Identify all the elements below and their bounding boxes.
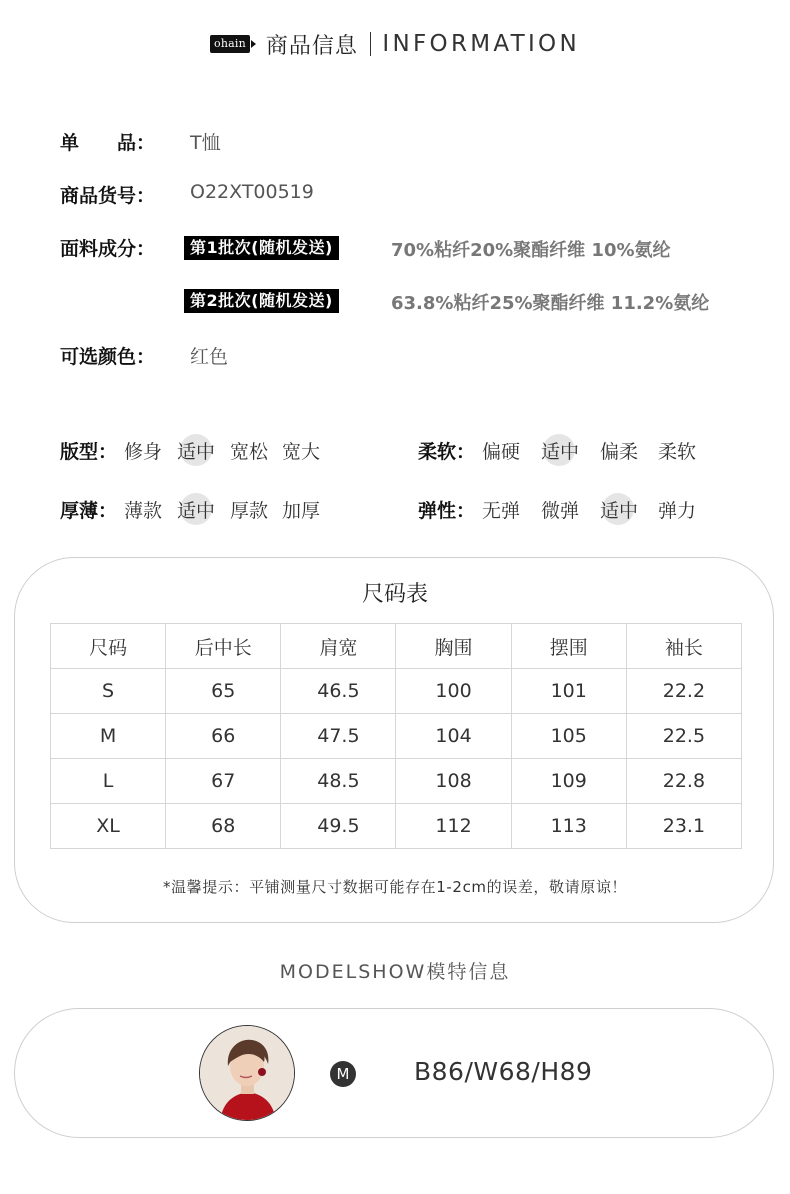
- batch-2-badge: 第2批次(随机发送): [184, 289, 339, 313]
- fit-option: 修身: [124, 441, 163, 463]
- table-cell: 49.5: [281, 804, 396, 849]
- table-row: [51, 759, 742, 804]
- softness-option: 偏柔: [600, 441, 639, 463]
- measurement-tip: *温馨提示：平铺测量尺寸数据可能存在1-2cm的误差，敬请原谅！: [162, 878, 628, 896]
- softness-option: 柔软: [658, 441, 697, 463]
- color-value: 红色: [190, 346, 229, 368]
- size-table-header-row: [51, 624, 742, 669]
- sku-value: O22XT00519: [190, 181, 314, 203]
- header-title-en: INFORMATION: [382, 31, 580, 57]
- table-cell: 108: [396, 759, 511, 804]
- model-card: [14, 1008, 774, 1138]
- table-cell: 104: [396, 714, 511, 759]
- size-table-header: 后中长: [166, 624, 281, 669]
- model-size-badge: M: [330, 1061, 356, 1087]
- elasticity-option: 弹力: [658, 500, 697, 522]
- table-cell: 100: [396, 669, 511, 714]
- size-table-header: 肩宽: [281, 624, 396, 669]
- logo-arrow-icon: [251, 40, 256, 48]
- product-label: 单 品：: [60, 132, 156, 154]
- brand-logo: [210, 35, 256, 53]
- table-cell: 22.5: [626, 714, 741, 759]
- fit-option: 宽大: [282, 441, 321, 463]
- model-section-title: MODELSHOW模特信息: [279, 961, 511, 983]
- thickness-option-selected: 适中: [177, 500, 216, 522]
- table-cell: 65: [166, 669, 281, 714]
- softness-option-selected: 适中: [541, 441, 580, 463]
- fit-option: 宽松: [230, 441, 269, 463]
- thickness-label: 厚薄：: [60, 500, 118, 522]
- table-cell: 68: [166, 804, 281, 849]
- size-table-header: 摆围: [511, 624, 626, 669]
- table-cell: 109: [511, 759, 626, 804]
- fit-option-selected: 适中: [177, 441, 216, 463]
- size-table-header: 袖长: [626, 624, 741, 669]
- table-row: [51, 804, 742, 849]
- table-cell: 112: [396, 804, 511, 849]
- size-table-header: 尺码: [51, 624, 166, 669]
- table-cell: 101: [511, 669, 626, 714]
- table-cell: L: [51, 759, 166, 804]
- table-cell: S: [51, 669, 166, 714]
- table-cell: 46.5: [281, 669, 396, 714]
- model-avatar: [199, 1025, 295, 1121]
- header-title-cn: 商品信息: [265, 33, 358, 59]
- thickness-option: 薄款: [124, 500, 163, 522]
- table-cell: 105: [511, 714, 626, 759]
- product-value: T恤: [190, 132, 221, 154]
- table-row: [51, 669, 742, 714]
- page-header: [0, 28, 790, 60]
- softness-option: 偏硬: [482, 441, 521, 463]
- batch-2-composition: 63.8%粘纤25%聚酯纤维 11.2%氨纶: [391, 293, 710, 314]
- thickness-option: 加厚: [282, 500, 321, 522]
- table-cell: 67: [166, 759, 281, 804]
- elasticity-option: 微弹: [541, 500, 580, 522]
- model-photo-icon: [200, 1026, 295, 1121]
- table-row: [51, 714, 742, 759]
- table-cell: XL: [51, 804, 166, 849]
- size-table: [50, 623, 742, 849]
- table-cell: M: [51, 714, 166, 759]
- thickness-option: 厚款: [230, 500, 269, 522]
- fit-label: 版型：: [60, 441, 118, 463]
- table-cell: 22.2: [626, 669, 741, 714]
- elasticity-label: 弹性：: [418, 500, 476, 522]
- table-cell: 48.5: [281, 759, 396, 804]
- batch-1-badge: 第1批次(随机发送): [184, 236, 339, 260]
- fabric-label: 面料成分：: [60, 238, 156, 260]
- table-cell: 66: [166, 714, 281, 759]
- table-cell: 23.1: [626, 804, 741, 849]
- table-cell: 22.8: [626, 759, 741, 804]
- elasticity-option-selected: 适中: [600, 500, 639, 522]
- size-table-header: 胸围: [396, 624, 511, 669]
- table-cell: 47.5: [281, 714, 396, 759]
- sku-label: 商品货号：: [60, 185, 156, 207]
- brand-logo-text: ohain: [210, 35, 250, 53]
- elasticity-option: 无弹: [482, 500, 521, 522]
- color-label: 可选颜色：: [60, 346, 156, 368]
- batch-1-composition: 70%粘纤20%聚酯纤维 10%氨纶: [391, 240, 671, 261]
- size-chart-title: 尺码表: [361, 582, 428, 607]
- softness-label: 柔软：: [418, 441, 476, 463]
- table-cell: 113: [511, 804, 626, 849]
- header-divider: [370, 32, 372, 56]
- model-measurements: B86/W68/H89: [414, 1057, 593, 1086]
